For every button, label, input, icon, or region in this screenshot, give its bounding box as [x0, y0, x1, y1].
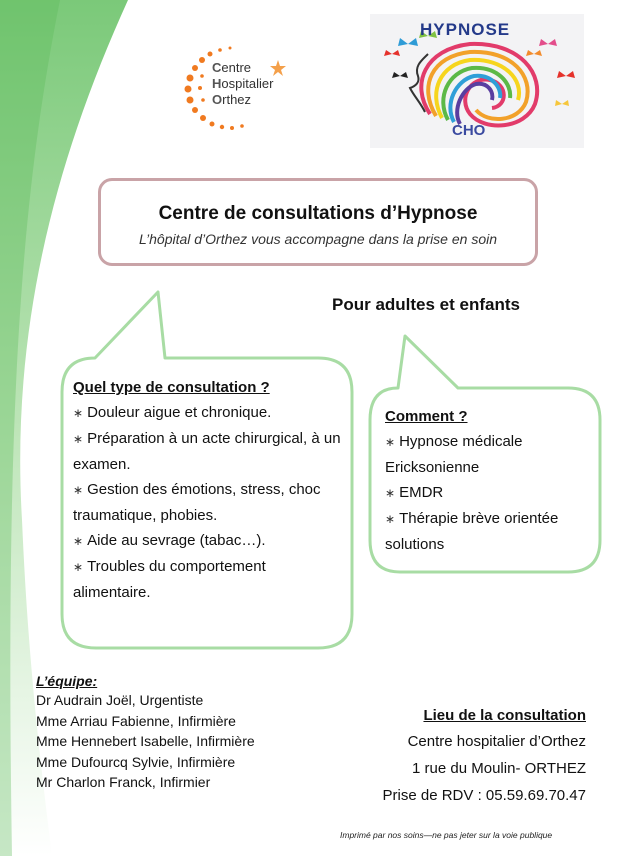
- location-heading: Lieu de la consultation: [423, 707, 586, 724]
- hospital-logo-text: Centre Hospitalier Orthez: [212, 60, 274, 107]
- location-name: Centre hospitalier d’Orthez: [407, 733, 586, 750]
- asterisk-bullet-icon: ∗: [73, 432, 84, 446]
- footer-note: Imprimé par nos soins—ne pas jeter sur la voie publique: [340, 830, 553, 840]
- location-section: [306, 704, 586, 809]
- asterisk-bullet-icon: ∗: [73, 560, 84, 574]
- consultation-heading: Quel type de consultation ?: [73, 379, 270, 396]
- team-member: Dr Audrain Joël, Urgentiste: [36, 692, 204, 708]
- location-address: 1 rue du Moulin- ORTHEZ: [412, 760, 586, 777]
- list-item: ∗ Douleur aigue et chronique.: [73, 404, 272, 421]
- appointment-phone: Prise de RDV : 05.59.69.70.47: [382, 787, 586, 804]
- list-item: ∗ Troubles du comportement alimentaire.: [73, 558, 266, 601]
- list-item: ∗ Thérapie brève orientée solutions: [385, 510, 559, 553]
- hypnose-logo-subtitle: CHO: [452, 122, 486, 139]
- audience-heading: Pour adultes et enfants: [332, 295, 520, 314]
- asterisk-bullet-icon: ∗: [73, 483, 84, 497]
- asterisk-bullet-icon: ∗: [385, 486, 396, 500]
- list-item: ∗ EMDR: [385, 484, 444, 501]
- consultation-types: [73, 376, 343, 605]
- list-item: ∗ Hypnose médicale Ericksonienne: [385, 433, 523, 476]
- team-member: Mme Dufourcq Sylvie, Infirmière: [36, 753, 236, 770]
- comment-heading: Comment ?: [385, 408, 468, 425]
- page-subtitle: L’hôpital d’Orthez vous accompagne dans la prise en soin: [139, 231, 497, 247]
- team-section: [36, 672, 336, 793]
- list-item: ∗ Aide au sevrage (tabac…).: [73, 532, 266, 549]
- hypnose-logo-title: HYPNOSE: [420, 20, 511, 39]
- list-item: ∗ Gestion des émotions, stress, choc traumatique, phobies.: [73, 481, 321, 524]
- asterisk-bullet-icon: ∗: [385, 435, 396, 449]
- team-member: Mme Hennebert Isabelle, Infirmière: [36, 733, 255, 749]
- team-member: Mr Charlon Franck, Infirmier: [36, 774, 211, 790]
- method-list: [385, 405, 590, 557]
- page-title: Centre de consultations d’Hypnose: [158, 203, 478, 224]
- team-member: Mme Arriau Fabienne, Infirmière: [36, 712, 236, 729]
- list-item: ∗ Préparation à un acte chirurgical, à un examen.: [73, 430, 341, 473]
- asterisk-bullet-icon: ∗: [73, 406, 84, 420]
- asterisk-bullet-icon: ∗: [385, 512, 396, 526]
- asterisk-bullet-icon: ∗: [73, 534, 84, 548]
- team-heading: L’équipe:: [36, 673, 98, 689]
